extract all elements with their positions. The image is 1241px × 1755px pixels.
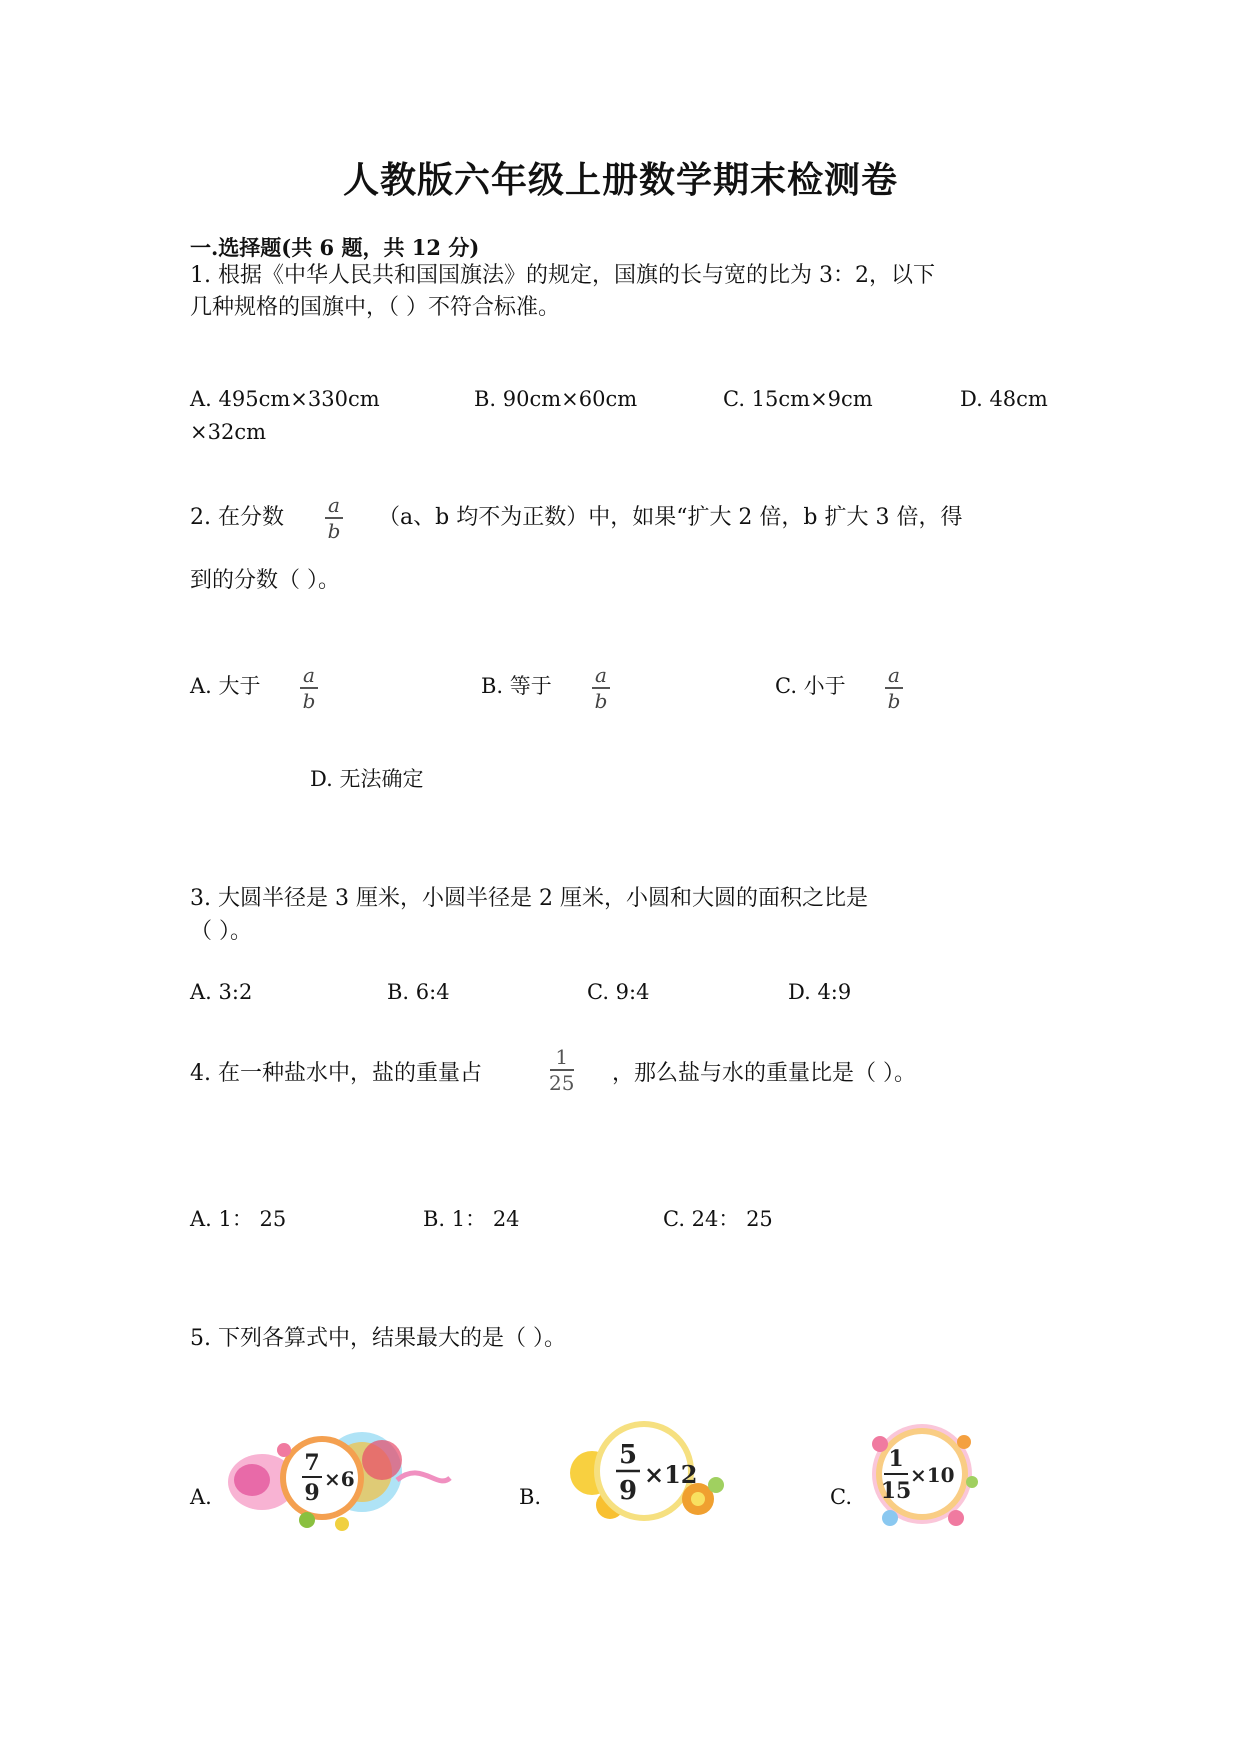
q1-option-b[interactable]: B. 90cm×60cm xyxy=(474,387,638,411)
frac-numerator: a xyxy=(595,663,607,687)
q1-option-c[interactable]: C. 15cm×9cm xyxy=(723,387,873,411)
q3-option-b[interactable]: B. 6:4 xyxy=(387,980,450,1004)
q3-option-a[interactable]: A. 3:2 xyxy=(190,980,253,1004)
q5-option-a-label[interactable]: A. xyxy=(190,1485,212,1509)
q2-line2: 到的分数（ ）。 xyxy=(190,568,340,593)
q2-option-a[interactable]: A. 大于 xyxy=(190,674,261,698)
q5-option-a-badge[interactable] xyxy=(222,1420,452,1535)
frac-denominator: 25 xyxy=(549,1070,575,1095)
badge-b-operator: ×12 xyxy=(644,1460,698,1489)
badge-c-denominator: 15 xyxy=(880,1478,912,1504)
q5-option-b-badge[interactable] xyxy=(566,1415,736,1530)
badge-c-numerator: 1 xyxy=(888,1446,904,1472)
q4-suffix: ，那么盐与水的重量比是（ ）。 xyxy=(612,1061,916,1086)
q2-option-a-fraction xyxy=(300,664,318,712)
floral-badge-a xyxy=(222,1420,452,1535)
q2-prefix: 2. 在分数 xyxy=(190,505,284,530)
q4-option-a[interactable]: A. 1： 25 xyxy=(190,1207,287,1231)
badge-a-denominator: 9 xyxy=(304,1480,320,1506)
frac-denominator: b xyxy=(327,518,341,543)
badge-b-denominator: 9 xyxy=(618,1476,638,1506)
frac-numerator: 1 xyxy=(555,1045,569,1069)
q3-line2: （ ）。 xyxy=(190,919,252,944)
q4-fraction xyxy=(549,1046,574,1094)
floral-badge-b xyxy=(566,1415,736,1530)
q5-option-c-label[interactable]: C. xyxy=(830,1485,852,1509)
q1-option-d-cont: ×32cm xyxy=(190,420,266,444)
page-title: 人教版六年级上册数学期末检测卷 xyxy=(342,159,898,201)
q2-option-b[interactable]: B. 等于 xyxy=(481,674,552,698)
frac-numerator: a xyxy=(328,493,340,517)
frac-numerator: a xyxy=(303,663,315,687)
badge-c-operator: ×10 xyxy=(910,1463,955,1487)
q2-option-d[interactable]: D. 无法确定 xyxy=(310,767,424,791)
badge-a-numerator: 7 xyxy=(304,1450,320,1476)
floral-badge-c xyxy=(860,1418,985,1533)
frac-denominator: b xyxy=(887,688,901,713)
frac-numerator: a xyxy=(888,663,900,687)
q3-line1: 3. 大圆半径是 3 厘米，小圆半径是 2 厘米，小圆和大圆的面积之比是 xyxy=(190,886,868,911)
q3-option-d[interactable]: D. 4:9 xyxy=(788,980,852,1004)
q2-suffix: （a、b 均不为正数）中，如果“扩大 2 倍，b 扩大 3 倍，得 xyxy=(378,505,963,530)
q4-prefix: 4. 在一种盐水中，盐的重量占 xyxy=(190,1061,482,1086)
q2-option-b-fraction xyxy=(592,664,610,712)
q1-line2: 几种规格的国旗中，（ ）不符合标准。 xyxy=(190,295,560,320)
q4-option-b[interactable]: B. 1： 24 xyxy=(423,1207,520,1231)
section-heading: 一.选择题(共 6 题，共 12 分) xyxy=(190,235,480,260)
q5-option-c-badge[interactable] xyxy=(860,1418,985,1533)
frac-denominator: b xyxy=(594,688,608,713)
q5-line1: 5. 下列各算式中，结果最大的是（ ）。 xyxy=(190,1326,566,1351)
q3-option-c[interactable]: C. 9:4 xyxy=(587,980,650,1004)
q2-fraction xyxy=(325,494,343,542)
q4-option-c[interactable]: C. 24： 25 xyxy=(663,1207,773,1231)
q5-option-b-label[interactable]: B. xyxy=(519,1485,542,1509)
q1-option-d[interactable]: D. 48cm xyxy=(960,387,1048,411)
frac-denominator: b xyxy=(302,688,316,713)
q1-option-a[interactable]: A. 495cm×330cm xyxy=(190,387,380,411)
q2-option-c-fraction xyxy=(885,664,903,712)
badge-b-numerator: 5 xyxy=(618,1440,638,1470)
badge-a-operator: ×6 xyxy=(324,1467,355,1491)
q2-option-c[interactable]: C. 小于 xyxy=(775,674,846,698)
q1-line1: 1. 根据《中华人民共和国国旗法》的规定，国旗的长与宽的比为 3：2，以下 xyxy=(190,263,935,288)
